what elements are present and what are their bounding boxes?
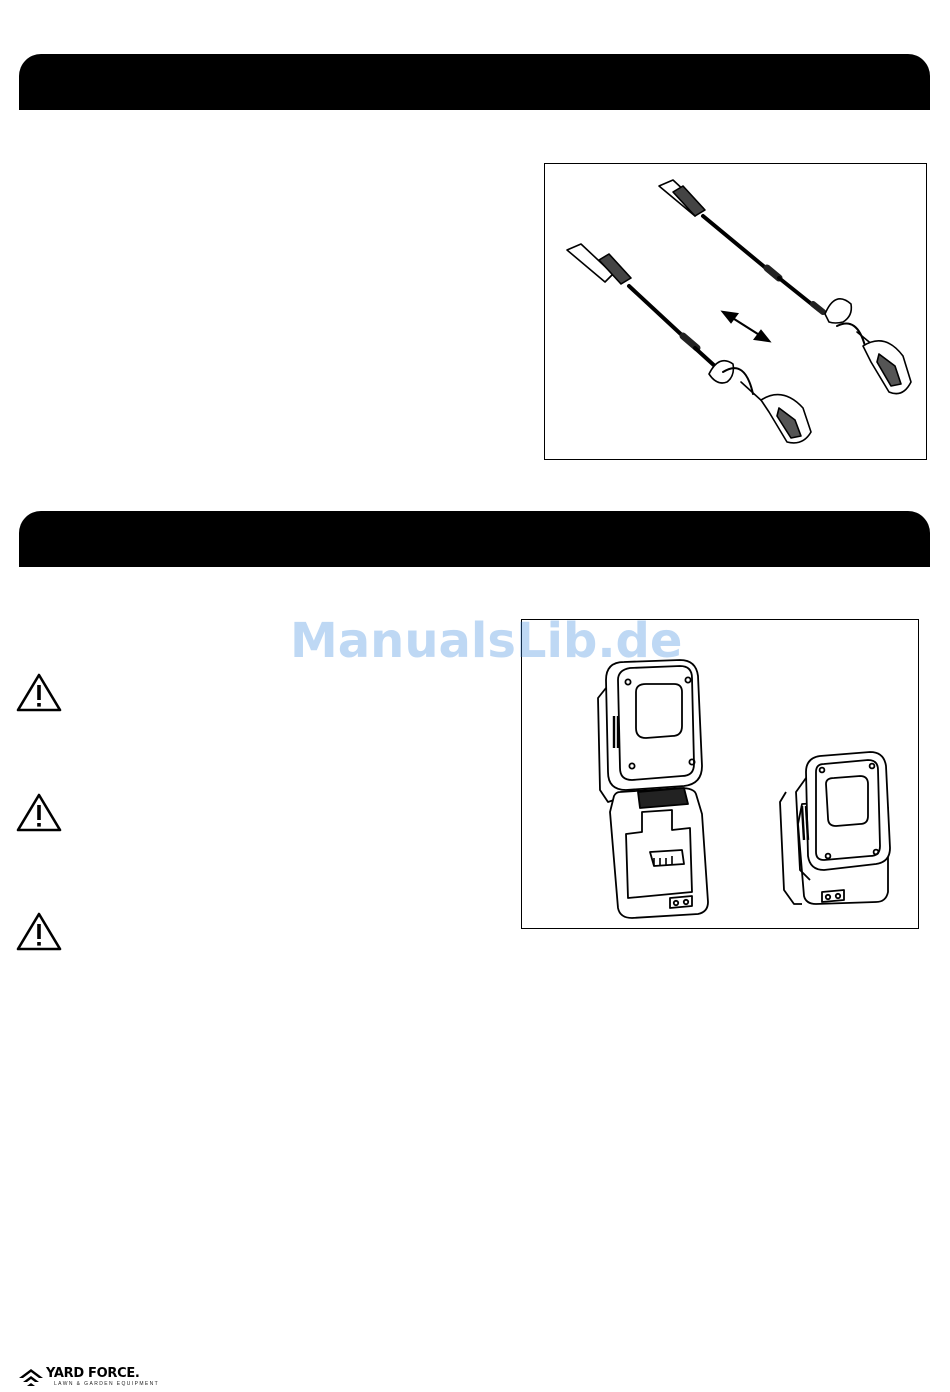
double-arrow-icon — [723, 312, 769, 341]
warning-triangle-icon — [16, 672, 62, 712]
brand-logo — [18, 1366, 168, 1390]
figure-pole-saw-extension — [544, 163, 927, 460]
pole-saw-long — [659, 180, 911, 394]
section-header-bar-2 — [19, 511, 930, 567]
logo-brand-text: YARD FORCE. — [46, 1366, 140, 1381]
battery-pack — [598, 660, 702, 802]
battery-on-charger — [780, 752, 890, 904]
logo-tagline: LAWN & GARDEN EQUIPMENT — [54, 1381, 160, 1387]
warning-triangle-icon — [16, 792, 62, 832]
section-header-bar-1 — [19, 54, 930, 110]
pole-saw-illustration — [545, 164, 928, 461]
watermark: ManualsLib.de — [290, 613, 683, 669]
logo-chevron-icon — [18, 1366, 44, 1388]
warning-triangle-icon — [16, 911, 62, 951]
charger-base — [610, 788, 708, 918]
